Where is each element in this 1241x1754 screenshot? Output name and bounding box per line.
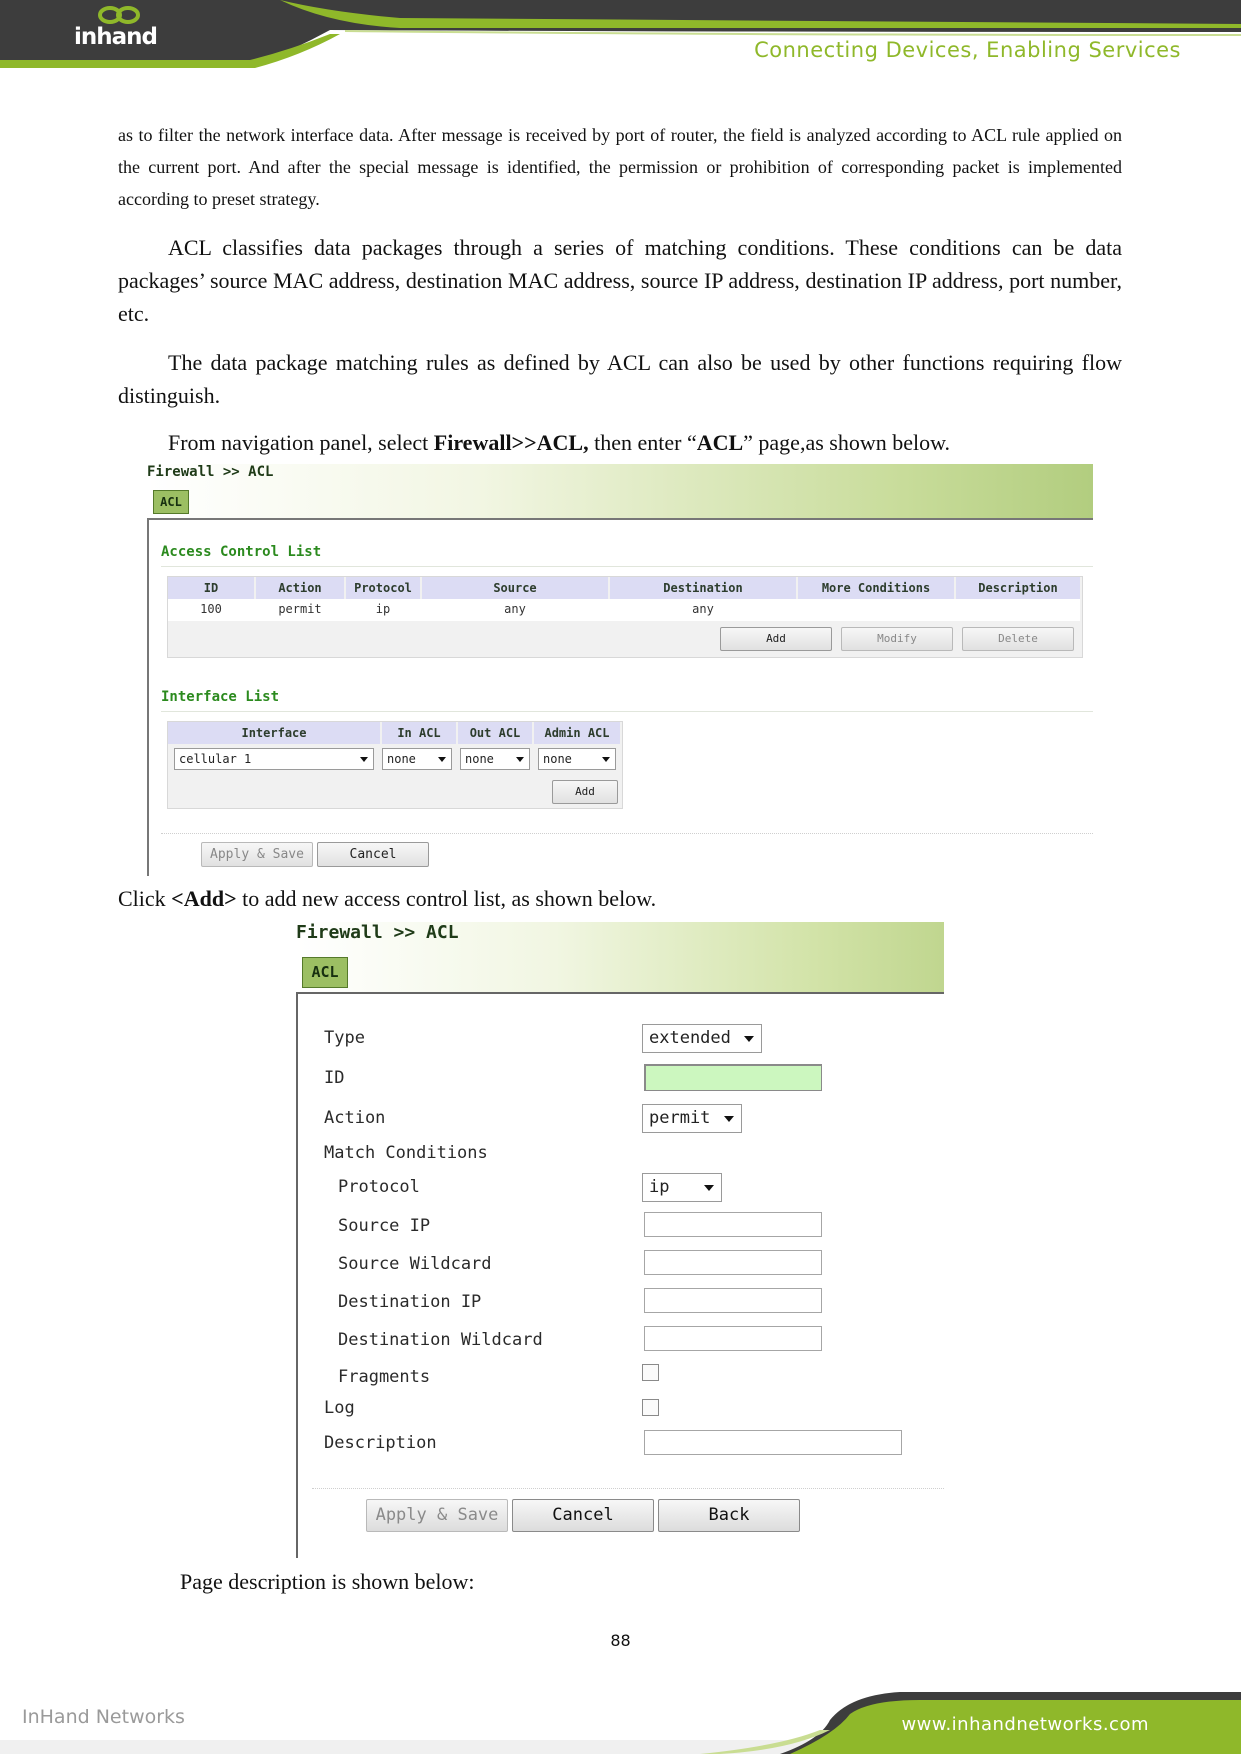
cell-action: permit — [278, 602, 322, 616]
chevron-down-icon — [704, 1185, 714, 1191]
acl-panel — [147, 518, 1093, 876]
destination-wildcard-input[interactable] — [644, 1326, 822, 1351]
cell-protocol: ip — [375, 602, 391, 616]
divider — [161, 833, 1093, 834]
label-match-conditions: Match Conditions — [324, 1143, 488, 1163]
paragraph-page-description: Page description is shown below: — [180, 1569, 475, 1594]
section-title-access-control-list: Access Control List — [161, 544, 322, 560]
add-button[interactable]: Add — [720, 627, 832, 651]
source-wildcard-input[interactable] — [644, 1250, 822, 1275]
interface-table — [167, 721, 623, 809]
acl-list-screenshot — [147, 464, 1093, 876]
table-row[interactable] — [168, 599, 1080, 621]
section-title-interface-list: Interface List — [161, 689, 280, 705]
paragraph-click-add: Click <Add> to add new access control list, as shown below. — [118, 886, 657, 911]
interface-select[interactable]: cellular 1 — [174, 748, 374, 770]
chevron-down-icon — [516, 757, 524, 762]
in-acl-select[interactable]: none — [382, 748, 452, 770]
acl-table — [167, 576, 1083, 658]
modify-button[interactable]: Modify — [841, 627, 953, 651]
cell-id: 100 — [200, 602, 222, 616]
label-destination-ip: Destination IP — [338, 1292, 482, 1312]
chevron-down-icon — [602, 757, 610, 762]
apply-save-button[interactable]: Apply & Save — [366, 1499, 508, 1532]
cancel-button[interactable]: Cancel — [317, 842, 429, 867]
protocol-select[interactable]: ip — [642, 1173, 722, 1202]
out-acl-select[interactable]: none — [460, 748, 530, 770]
label-source-wildcard: Source Wildcard — [338, 1254, 492, 1274]
chevron-down-icon — [360, 757, 368, 762]
description-input[interactable] — [644, 1430, 902, 1455]
back-button[interactable]: Back — [658, 1499, 800, 1532]
id-input[interactable] — [644, 1064, 822, 1091]
label-id: ID — [324, 1068, 345, 1088]
column-header-interface: Interface — [168, 722, 380, 744]
paragraph-intro: as to filter the network interface data. After message is received by port of router, the field is analyzed according to ACL rule applied on the current port. And after the special message is identified, the permission or prohibition of corresponding packet is implemented according to preset strategy. — [118, 125, 1122, 209]
footer-company-name: InHand Networks — [22, 1706, 185, 1728]
label-action: Action — [324, 1108, 386, 1128]
chevron-down-icon — [744, 1036, 754, 1042]
column-header-description: Description — [956, 577, 1080, 599]
label-protocol: Protocol — [338, 1177, 420, 1197]
chevron-down-icon — [438, 757, 446, 762]
paragraph-acl-classifies: ACL classifies data packages through a series of matching conditions. These conditions can be data packages’ source MAC address, destination MAC address, source IP address, destination IP address, port number, etc. — [118, 235, 1122, 326]
type-select[interactable]: extended — [642, 1024, 762, 1053]
column-header-action: Action — [256, 577, 344, 599]
footer-website: www.inhandnetworks.com — [901, 1714, 1149, 1735]
column-header-destination: Destination — [610, 577, 796, 599]
column-header-protocol: Protocol — [346, 577, 420, 599]
paragraph-navigation: From navigation panel, select Firewall>>ACL, then enter “ACL” page,as shown below. — [168, 430, 951, 455]
divider — [161, 711, 1093, 712]
divider — [161, 566, 1093, 567]
apply-save-button[interactable]: Apply & Save — [201, 842, 313, 867]
tab-acl[interactable]: ACL — [302, 957, 348, 988]
action-select[interactable]: permit — [642, 1104, 742, 1133]
breadcrumb: Firewall >> ACL — [147, 464, 274, 480]
header-tagline: Connecting Devices, Enabling Services — [754, 38, 1181, 62]
acl-add-screenshot — [296, 922, 944, 1558]
logo-text: inhand — [74, 24, 157, 50]
tab-acl[interactable]: ACL — [153, 490, 189, 514]
column-header-source: Source — [422, 577, 608, 599]
chevron-down-icon — [724, 1116, 734, 1122]
acl-add-panel — [296, 992, 944, 1558]
source-ip-input[interactable] — [644, 1212, 822, 1237]
column-header-admin-acl: Admin ACL — [534, 722, 620, 744]
admin-acl-select[interactable]: none — [538, 748, 616, 770]
cell-destination: any — [692, 602, 714, 616]
delete-button[interactable]: Delete — [962, 627, 1074, 651]
cancel-button[interactable]: Cancel — [512, 1499, 654, 1532]
label-log: Log — [324, 1398, 355, 1418]
column-header-out-acl: Out ACL — [458, 722, 532, 744]
destination-ip-input[interactable] — [644, 1288, 822, 1313]
column-header-more-conditions: More Conditions — [798, 577, 954, 599]
log-checkbox[interactable] — [642, 1399, 659, 1416]
breadcrumb: Firewall >> ACL — [296, 922, 459, 943]
label-description: Description — [324, 1433, 437, 1453]
label-source-ip: Source IP — [338, 1216, 431, 1236]
cell-source: any — [504, 602, 526, 616]
page-number: 88 — [610, 1631, 631, 1650]
label-destination-wildcard: Destination Wildcard — [338, 1330, 543, 1350]
interface-add-button[interactable]: Add — [552, 780, 618, 804]
divider — [312, 1488, 944, 1489]
fragments-checkbox[interactable] — [642, 1364, 659, 1381]
label-type: Type — [324, 1028, 365, 1048]
title-bar — [147, 464, 1093, 520]
label-fragments: Fragments — [338, 1367, 431, 1387]
column-header-in-acl: In ACL — [382, 722, 456, 744]
column-header-id: ID — [168, 577, 254, 599]
paragraph-matching-rules: The data package matching rules as defined by ACL can also be used by other functions requiring flow distinguish. — [118, 350, 1122, 408]
